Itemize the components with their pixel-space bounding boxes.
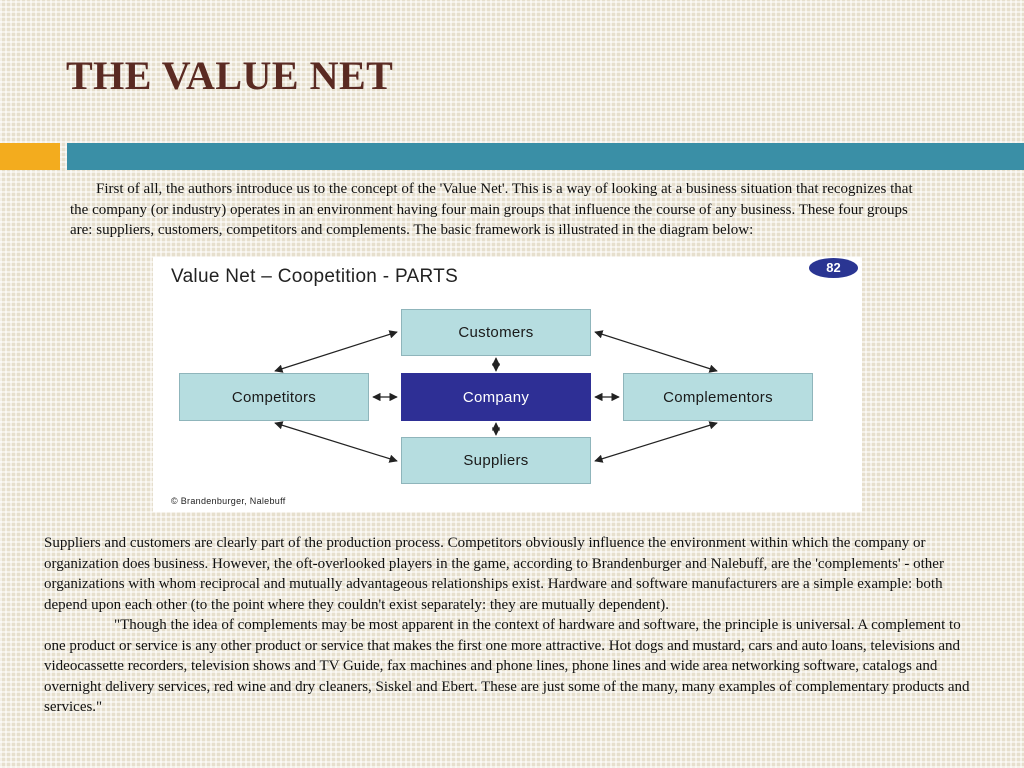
body-paragraph-1: Suppliers and customers are clearly part of the production process. Competitors obviously influence the environment within which the company or organization does business. However, the oft-overlooked players in the game, according to Brandenburger and Nalebuff, are the 'complements' - other organizations with whom reciprocal and mutually advantageous relationships exist. Hardware and software manufacturers are a simple example: both depend upon each other (to the point where they couldn't exist separately: they are mutually dependent). — [44, 535, 944, 613]
value-net-diagram — [153, 257, 862, 512]
slide-number-badge: 82 — [809, 258, 858, 278]
arrow-suppliers-competitors — [275, 423, 397, 461]
diagram-credit: © Brandenburger, Nalebuff — [171, 496, 286, 506]
arrow-customers-complementors — [595, 332, 717, 371]
body-text — [44, 533, 979, 718]
node-company: Company — [401, 373, 591, 421]
arrow-suppliers-complementors — [595, 423, 717, 461]
intro-paragraph — [70, 179, 930, 241]
node-complementors: Complementors — [623, 373, 813, 421]
body-paragraph-2: "Though the idea of complements may be most apparent in the context of hardware and software, the principle is universal. A complement to one product or service is any other product or service that makes the first one more attractive. Hot dogs and mustard, cars and auto loans, televisions and videocassette recorders, television shows and TV Guide, fax machines and phone lines, phone lines and wide area networking software, catalogs and overnight delivery services, red wine and dry cleaners, Siskel and Ebert. These are just some of the many, many examples of complementary products and services." — [44, 617, 970, 715]
accent-bar-teal — [67, 143, 1024, 170]
accent-bar-orange — [0, 143, 60, 170]
diagram-title: Value Net – Coopetition - PARTS — [171, 266, 459, 287]
intro-text: First of all, the authors introduce us to the concept of the 'Value Net'. This is a way of looking at a business situation that recognizes that the company (or industry) operates in an environment having four main groups that influence the course of any business. These four groups are: suppliers, customers, competitors and complements. The basic framework is illustrated in the diagram below: — [70, 181, 913, 238]
node-customers: Customers — [401, 309, 591, 356]
node-suppliers: Suppliers — [401, 437, 591, 484]
node-competitors: Competitors — [179, 373, 369, 421]
slide-title: THE VALUE NET — [66, 53, 394, 98]
arrow-customers-competitors — [275, 332, 397, 371]
